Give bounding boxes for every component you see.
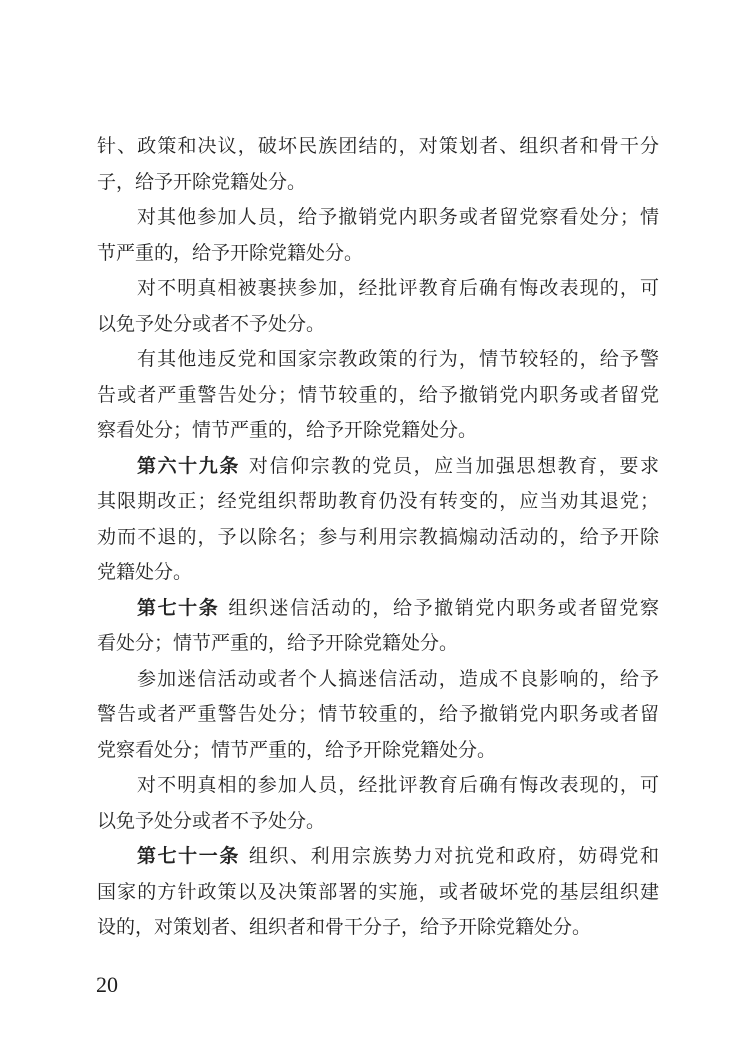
text-segment: 劝而不退的，予以除名；参与利用宗教搞煽动活动的，给予开除 — [97, 526, 659, 548]
text-segment: 设的，对策划者、组织者和骨干分子，给予开除党籍处分。 — [97, 917, 592, 938]
text-segment: 节严重的，给予开除党籍处分。 — [97, 242, 364, 264]
text-segment: 针、政策和决议，破坏民族团结的，对策划者、组织者和骨干分 — [97, 136, 659, 157]
text-segment: 察看处分；情节严重的，给予开除党籍处分。 — [97, 420, 478, 441]
text-segment: 告或者严重警告处分；情节较重的，给予撤销党内职务或者留党 — [97, 384, 659, 406]
text-segment: 组织、利用宗族势力对抗党和政府，妨碍党和 — [248, 846, 659, 867]
text-line — [97, 236, 659, 272]
text-segment: 以免予处分或者不予处分。 — [97, 313, 326, 335]
text-segment: 组织迷信活动的，给予撤销党内职务或者留党察 — [228, 597, 659, 619]
text-line — [97, 271, 659, 307]
text-segment: 看处分；情节严重的，给予开除党籍处分。 — [97, 633, 459, 654]
text-line — [97, 839, 659, 875]
text-line — [97, 413, 659, 449]
text-line — [97, 484, 659, 520]
article-number: 第七十一条 — [137, 846, 240, 867]
text-segment: 以免予处分或者不予处分。 — [97, 810, 326, 832]
text-segment: 对信仰宗教的党员，应当加强思想教育，要求 — [248, 455, 659, 477]
text-segment: 党察看处分；情节严重的，给予开除党籍处分。 — [97, 739, 497, 761]
text-line — [97, 697, 659, 733]
text-segment: 党籍处分。 — [97, 562, 193, 583]
text-segment: 其限期改正；经党组织帮助教育仍没有转变的，应当劝其退党； — [97, 491, 659, 512]
text-line — [97, 768, 659, 804]
text-line — [97, 307, 659, 343]
text-segment: 对不明真相的参加人员，经批评教育后确有悔改表现的，可 — [137, 775, 659, 796]
article-number: 第七十条 — [137, 597, 220, 619]
text-segment: 子，给予开除党籍处分。 — [97, 171, 307, 193]
text-line — [97, 733, 659, 769]
text-line — [97, 449, 659, 485]
text-segment: 对不明真相被裹挟参加，经批评教育后确有悔改表现的，可 — [137, 278, 659, 299]
text-line — [97, 804, 659, 840]
text-line — [97, 165, 659, 201]
article-number: 第六十九条 — [137, 455, 240, 477]
text-segment: 有其他违反党和国家宗教政策的行为，情节较轻的，给予警 — [137, 349, 659, 370]
text-line — [97, 200, 659, 236]
text-segment: 参加迷信活动或者个人搞迷信活动，造成不良影响的，给予 — [137, 668, 659, 690]
text-line — [97, 129, 659, 165]
text-line — [97, 662, 659, 698]
page-number: 20 — [96, 972, 118, 997]
text-line — [97, 378, 659, 414]
text-line — [97, 910, 659, 946]
text-segment: 对其他参加人员，给予撤销党内职务或者留党察看处分；情 — [137, 207, 659, 228]
text-segment: 警告或者严重警告处分；情节较重的，给予撤销党内职务或者留 — [97, 704, 659, 725]
text-line — [97, 555, 659, 591]
page-body — [97, 129, 659, 946]
text-line — [97, 626, 659, 662]
text-line — [97, 875, 659, 911]
text-line — [97, 520, 659, 556]
text-line — [97, 342, 659, 378]
text-segment: 国家的方针政策以及决策部署的实施，或者破坏党的基层组织建 — [97, 881, 659, 903]
text-line — [97, 591, 659, 627]
